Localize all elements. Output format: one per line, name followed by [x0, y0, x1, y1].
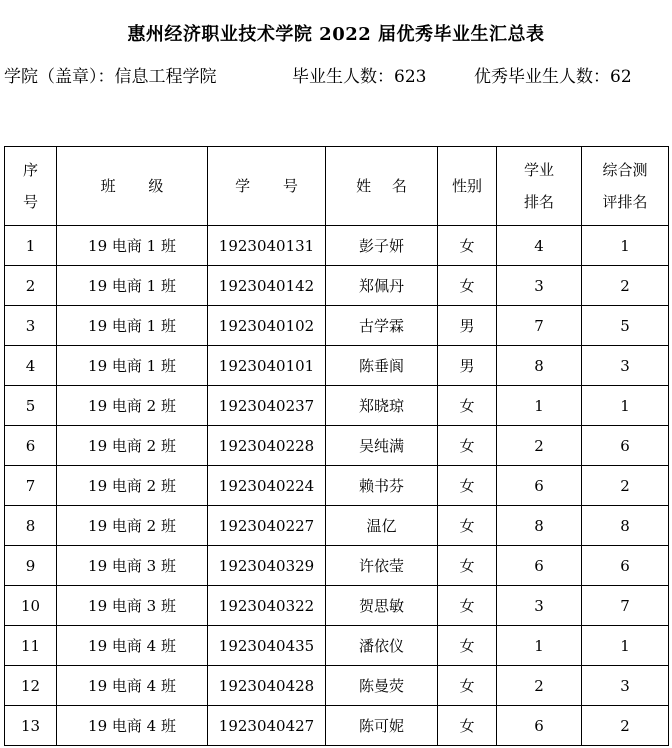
cell-overall-rank: 1 — [582, 386, 669, 426]
cell-class: 19 电商 2 班 — [57, 506, 208, 546]
table-row — [5, 706, 669, 746]
cell-name: 郑佩丹 — [326, 266, 438, 306]
table-row — [5, 266, 669, 306]
cell-academic-rank: 2 — [497, 666, 582, 706]
table-row — [5, 346, 669, 386]
cell-no: 8 — [5, 506, 57, 546]
header-name: 姓 名 — [326, 147, 438, 226]
cell-name: 彭子妍 — [326, 226, 438, 266]
cell-overall-rank: 8 — [582, 506, 669, 546]
cell-academic-rank: 3 — [497, 266, 582, 306]
document-meta — [4, 62, 672, 86]
cell-academic-rank: 6 — [497, 466, 582, 506]
cell-gender: 女 — [438, 426, 497, 466]
cell-academic-rank: 8 — [497, 346, 582, 386]
header-student-id: 学 号 — [208, 147, 326, 226]
cell-no: 12 — [5, 666, 57, 706]
cell-no: 3 — [5, 306, 57, 346]
cell-gender: 男 — [438, 346, 497, 386]
cell-academic-rank: 1 — [497, 626, 582, 666]
excellent-graduates-count: 优秀毕业生人数：62 — [474, 67, 632, 87]
cell-student-id: 1923040227 — [208, 506, 326, 546]
cell-name: 陈曼荧 — [326, 666, 438, 706]
cell-student-id: 1923040435 — [208, 626, 326, 666]
graduates-count: 毕业生人数：623 — [292, 67, 427, 87]
header-academic-rank — [497, 147, 582, 226]
cell-no: 10 — [5, 586, 57, 626]
cell-overall-rank: 3 — [582, 666, 669, 706]
cell-name: 陈垂阆 — [326, 346, 438, 386]
table-row — [5, 386, 669, 426]
table-row — [5, 626, 669, 666]
header-overall-rank-line2: 评排名 — [602, 193, 648, 211]
cell-overall-rank: 1 — [582, 226, 669, 266]
cell-class: 19 电商 3 班 — [57, 546, 208, 586]
cell-no: 1 — [5, 226, 57, 266]
header-class: 班 级 — [57, 147, 208, 226]
cell-name: 郑晓琼 — [326, 386, 438, 426]
cell-class: 19 电商 1 班 — [57, 346, 208, 386]
document-title: 惠州经济职业技术学院 2022 届优秀毕业生汇总表 — [127, 24, 545, 45]
header-seq — [5, 147, 57, 226]
cell-academic-rank: 4 — [497, 226, 582, 266]
graduates-table — [4, 146, 669, 746]
cell-name: 古学霖 — [326, 306, 438, 346]
cell-gender: 女 — [438, 626, 497, 666]
cell-overall-rank: 1 — [582, 626, 669, 666]
cell-student-id: 1923040228 — [208, 426, 326, 466]
cell-name: 潘依仪 — [326, 626, 438, 666]
cell-student-id: 1923040237 — [208, 386, 326, 426]
cell-gender: 女 — [438, 226, 497, 266]
cell-student-id: 1923040131 — [208, 226, 326, 266]
cell-academic-rank: 6 — [497, 706, 582, 746]
cell-overall-rank: 3 — [582, 346, 669, 386]
cell-academic-rank: 1 — [497, 386, 582, 426]
table-row — [5, 666, 669, 706]
cell-class: 19 电商 1 班 — [57, 306, 208, 346]
cell-no: 2 — [5, 266, 57, 306]
header-academic-rank-line1: 学业 — [523, 161, 554, 179]
cell-no: 7 — [5, 466, 57, 506]
cell-no: 9 — [5, 546, 57, 586]
table-row — [5, 426, 669, 466]
cell-academic-rank: 3 — [497, 586, 582, 626]
cell-gender: 女 — [438, 466, 497, 506]
cell-class: 19 电商 1 班 — [57, 226, 208, 266]
college-label: 学院（盖章）：信息工程学院 — [4, 67, 217, 87]
cell-class: 19 电商 4 班 — [57, 706, 208, 746]
cell-student-id: 1923040428 — [208, 666, 326, 706]
cell-overall-rank: 2 — [582, 266, 669, 306]
cell-class: 19 电商 2 班 — [57, 426, 208, 466]
cell-gender: 女 — [438, 506, 497, 546]
cell-student-id: 1923040102 — [208, 306, 326, 346]
cell-gender: 女 — [438, 266, 497, 306]
cell-no: 6 — [5, 426, 57, 466]
table-row — [5, 586, 669, 626]
cell-no: 5 — [5, 386, 57, 426]
cell-name: 赖书芬 — [326, 466, 438, 506]
cell-name: 温亿 — [326, 506, 438, 546]
cell-student-id: 1923040101 — [208, 346, 326, 386]
cell-gender: 女 — [438, 386, 497, 426]
header-seq-line2: 号 — [22, 193, 38, 211]
header-overall-rank-line1: 综合测 — [602, 161, 648, 179]
header-seq-line1: 序 — [22, 161, 38, 179]
cell-student-id: 1923040322 — [208, 586, 326, 626]
cell-name: 许依莹 — [326, 546, 438, 586]
cell-name: 贺思敏 — [326, 586, 438, 626]
table-header-row — [5, 147, 669, 226]
header-overall-rank — [582, 147, 669, 226]
cell-student-id: 1923040427 — [208, 706, 326, 746]
table-row — [5, 466, 669, 506]
cell-student-id: 1923040142 — [208, 266, 326, 306]
header-academic-rank-line2: 排名 — [523, 193, 554, 211]
cell-gender: 男 — [438, 306, 497, 346]
cell-class: 19 电商 2 班 — [57, 386, 208, 426]
cell-class: 19 电商 1 班 — [57, 266, 208, 306]
cell-class: 19 电商 2 班 — [57, 466, 208, 506]
cell-overall-rank: 6 — [582, 546, 669, 586]
cell-gender: 女 — [438, 546, 497, 586]
cell-student-id: 1923040224 — [208, 466, 326, 506]
cell-gender: 女 — [438, 586, 497, 626]
header-gender: 性别 — [438, 147, 497, 226]
cell-no: 4 — [5, 346, 57, 386]
cell-overall-rank: 7 — [582, 586, 669, 626]
cell-gender: 女 — [438, 706, 497, 746]
table-row — [5, 226, 669, 266]
cell-class: 19 电商 4 班 — [57, 626, 208, 666]
cell-name: 吴纯满 — [326, 426, 438, 466]
cell-academic-rank: 6 — [497, 546, 582, 586]
table-row — [5, 306, 669, 346]
cell-class: 19 电商 3 班 — [57, 586, 208, 626]
cell-name: 陈可妮 — [326, 706, 438, 746]
cell-overall-rank: 2 — [582, 466, 669, 506]
cell-overall-rank: 5 — [582, 306, 669, 346]
cell-gender: 女 — [438, 666, 497, 706]
cell-academic-rank: 2 — [497, 426, 582, 466]
table-row — [5, 546, 669, 586]
table-body — [5, 226, 669, 746]
cell-overall-rank: 6 — [582, 426, 669, 466]
cell-academic-rank: 7 — [497, 306, 582, 346]
cell-no: 13 — [5, 706, 57, 746]
cell-overall-rank: 2 — [582, 706, 669, 746]
table-row — [5, 506, 669, 546]
cell-academic-rank: 8 — [497, 506, 582, 546]
cell-class: 19 电商 4 班 — [57, 666, 208, 706]
cell-student-id: 1923040329 — [208, 546, 326, 586]
cell-no: 11 — [5, 626, 57, 666]
